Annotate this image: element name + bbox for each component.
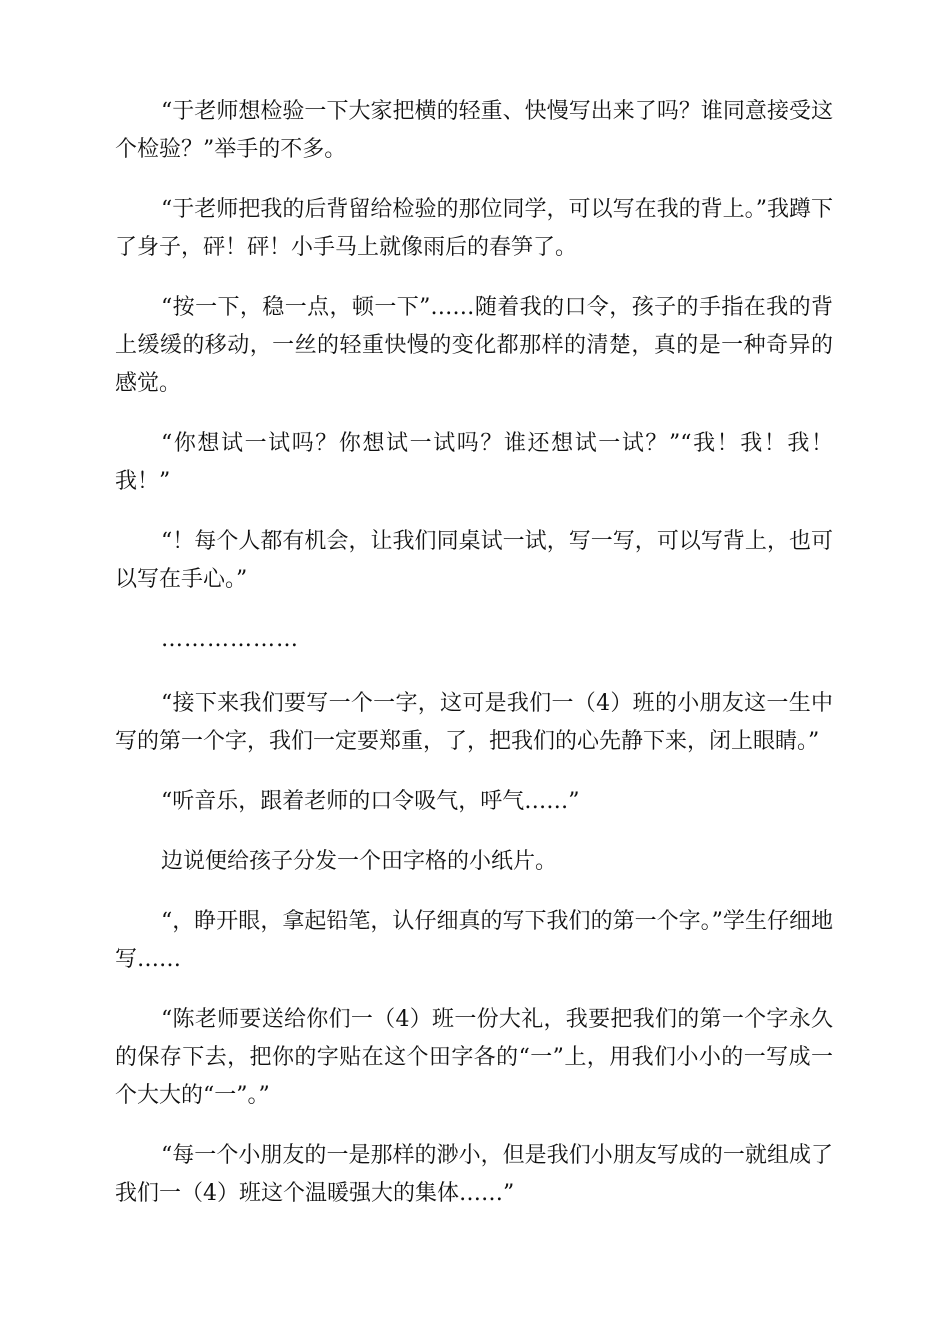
paragraph-8: 边说便给孩子分发一个田字格的小纸片。 [161, 849, 558, 874]
paragraph-10: “陈老师要送给你们一（4）班一份大礼，我要把我们的第一个字永久的保存下去，把你的字贴在这个田字各的“一”上，用我们小小的一写成一个大大的“一”。” [115, 1007, 833, 1108]
ellipsis-separator: ……………… [161, 627, 299, 652]
paragraph-7: “听音乐，跟着老师的口令吸气，呼气……” [161, 789, 580, 814]
paragraph-9: “，睁开眼，拿起铅笔，认仔细真的写下我们的第一个字。”学生仔细地写…… [115, 909, 833, 972]
document-body [115, 93, 833, 1235]
paragraph-6: “接下来我们要写一个一字，这可是我们一（4）班的小朋友这一生中写的第一个字，我们一定要郑重，了，把我们的心先静下来，闭上眼睛。” [115, 691, 833, 754]
paragraph-1: “于老师想检验一下大家把横的轻重、快慢写出来了吗？谁同意接受这个检验？”举手的不多。 [115, 99, 833, 162]
paragraph-11: “每一个小朋友的一是那样的渺小，但是我们小朋友写成的一就组成了我们一（4）班这个温暖强大的集体……” [115, 1143, 833, 1206]
paragraph-4: “你想试一试吗？你想试一试吗？谁还想试一试？”“我！我！我！我！” [115, 431, 833, 494]
paragraph-5: “！每个人都有机会，让我们同桌试一试，写一写，可以写背上，也可以写在手心。” [115, 529, 833, 592]
paragraph-2: “于老师把我的后背留给检验的那位同学，可以写在我的背上。”我蹲下了身子，砰！砰！小手马上就像雨后的春笋了。 [115, 197, 833, 260]
paragraph-3: “按一下，稳一点，顿一下”……随着我的口令，孩子的手指在我的背上缓缓的移动，一丝的轻重快慢的变化都那样的清楚，真的是一种奇异的感觉。 [115, 295, 833, 396]
